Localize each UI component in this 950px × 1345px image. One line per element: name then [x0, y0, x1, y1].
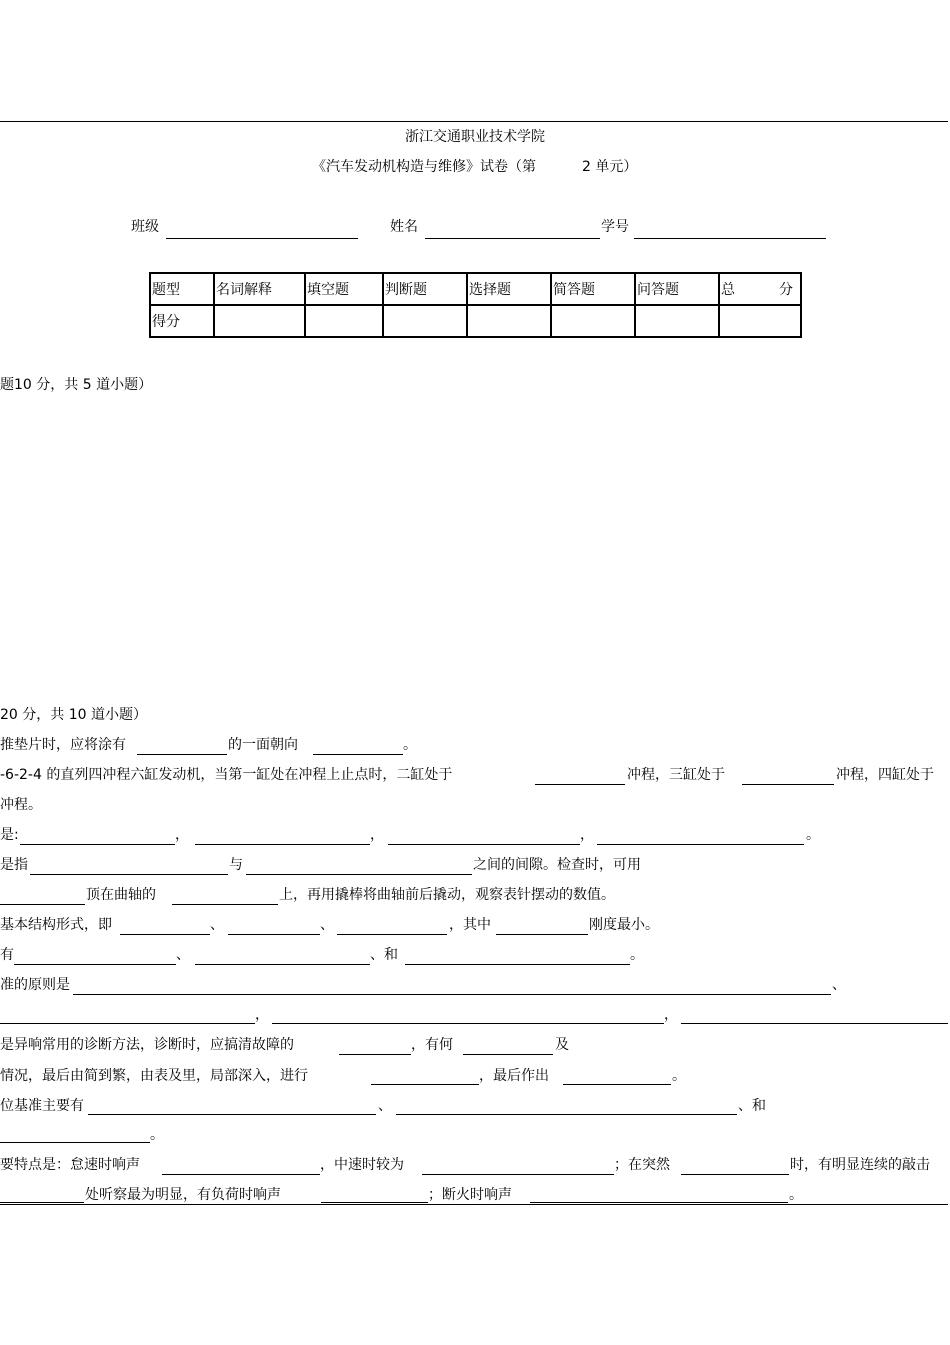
q5-blank-2[interactable] — [228, 934, 320, 935]
score-cell[interactable] — [467, 305, 551, 337]
q5-sep-1: 、 — [210, 917, 224, 933]
q10-text-e: 处听察最为明显，有负荷时响声 — [85, 1187, 281, 1203]
q10-text-a: 要特点是：怠速时响声 — [0, 1157, 140, 1173]
q10-text-d: 时，有明显连续的敲击 — [790, 1157, 930, 1173]
q7-text-a: 准的原则是 — [0, 977, 70, 993]
q9-blank-1[interactable] — [88, 1114, 376, 1115]
q8-blank-4[interactable] — [563, 1084, 671, 1085]
q2-text-b: 冲程，三缸处于 — [627, 767, 725, 783]
q2-text-a: -6-2-4 的直列四冲程六缸发动机，当第一缸处在冲程上止点时，二缸处于 — [0, 767, 453, 783]
q9-text-b: 、和 — [738, 1098, 766, 1114]
q4-blank-2[interactable] — [246, 874, 472, 875]
q9-sep-1: 、 — [378, 1098, 392, 1114]
score-row-label: 得分 — [150, 305, 214, 337]
q3-sep-2: ， — [370, 827, 384, 843]
q2-blank-2[interactable] — [742, 784, 834, 785]
q4-text-e: 上，再用撬棒将曲轴前后撬动，观察表针摆动的数值。 — [279, 887, 615, 903]
q10-blank-6[interactable] — [530, 1202, 788, 1203]
q8-blank-2[interactable] — [463, 1054, 553, 1055]
q1-blank-2[interactable] — [313, 754, 403, 755]
exam-title-text: 《汽车发动机构造与维修》试卷（第 — [312, 159, 536, 175]
q5-blank-4[interactable] — [496, 934, 588, 935]
total-label-left: 总 — [721, 282, 735, 298]
q9-blank-2[interactable] — [396, 1114, 737, 1115]
q7-sep-2: ， — [255, 1007, 269, 1023]
score-cell[interactable] — [551, 305, 635, 337]
score-cell[interactable] — [635, 305, 719, 337]
q8-text-f: 。 — [672, 1068, 686, 1084]
q6-text-a: 有 — [0, 947, 14, 963]
q6-blank-1[interactable] — [14, 964, 176, 965]
header-cell: 选择题 — [467, 273, 551, 305]
q9-text-c: 。 — [150, 1127, 164, 1143]
score-cell[interactable] — [383, 305, 467, 337]
q7-sep-1: 、 — [832, 977, 846, 993]
q3-sep-1: ， — [175, 827, 189, 843]
q7-blank-4[interactable] — [681, 1023, 948, 1024]
header-cell: 题型 — [150, 273, 214, 305]
q5-text-b: ，其中 — [449, 917, 491, 933]
q2-blank-1[interactable] — [535, 784, 625, 785]
q6-blank-2[interactable] — [195, 964, 370, 965]
q7-blank-1[interactable] — [73, 994, 831, 995]
q10-blank-5[interactable] — [321, 1202, 428, 1203]
q1-text-b: 的一面朝向 — [228, 737, 298, 753]
q3-blank-1[interactable] — [20, 844, 175, 845]
q8-blank-3[interactable] — [371, 1084, 479, 1085]
score-table — [149, 272, 802, 338]
header-cell: 问答题 — [635, 273, 719, 305]
score-table-header-row — [150, 273, 801, 305]
q3-end: 。 — [806, 827, 820, 843]
q8-text-a: 是异响常用的诊断方法，诊断时，应搞清故障的 — [0, 1037, 294, 1053]
q6-text-b: 、和 — [370, 947, 398, 963]
q6-text-c: 。 — [630, 947, 644, 963]
q6-sep-1: 、 — [176, 947, 190, 963]
bottom-rule — [0, 1204, 948, 1205]
q8-text-d: 情况，最后由简到繁，由表及里，局部深入，进行 — [0, 1068, 308, 1084]
class-label: 班级 — [131, 219, 159, 235]
section2-heading: 20 分，共 10 道小题） — [0, 707, 147, 723]
q6-blank-3[interactable] — [405, 964, 630, 965]
q8-text-b: ，有何 — [411, 1037, 453, 1053]
header-cell-total — [719, 273, 801, 305]
id-label: 学号 — [601, 219, 629, 235]
q5-text-c: 刚度最小。 — [589, 917, 659, 933]
q2-text-c: 冲程，四缸处于 — [836, 767, 934, 783]
class-field[interactable] — [166, 238, 358, 239]
q4-blank-1[interactable] — [30, 874, 228, 875]
school-name: 浙江交通职业技术学院 — [405, 129, 545, 145]
q4-blank-3[interactable] — [0, 904, 85, 905]
q8-text-e: ，最后作出 — [479, 1068, 549, 1084]
q4-text-a: 是指 — [0, 857, 28, 873]
score-table-score-row — [150, 305, 801, 337]
q10-text-g: 。 — [789, 1187, 803, 1203]
q3-blank-2[interactable] — [195, 844, 370, 845]
q3-text-a: 是: — [0, 827, 19, 843]
score-cell[interactable] — [214, 305, 305, 337]
q4-text-b: 与 — [229, 857, 243, 873]
q5-blank-3[interactable] — [337, 934, 447, 935]
exam-unit: 2 单元） — [582, 159, 638, 175]
q10-text-c: ；在突然 — [614, 1157, 670, 1173]
q1-text-c: 。 — [403, 737, 417, 753]
q10-blank-3[interactable] — [681, 1174, 789, 1175]
q10-text-b: ，中速时较为 — [320, 1157, 404, 1173]
q9-blank-3[interactable] — [0, 1142, 150, 1143]
header-cell: 名词解释 — [214, 273, 305, 305]
header-cell: 判断题 — [383, 273, 467, 305]
q5-text-a: 基本结构形式，即 — [0, 917, 112, 933]
header-cell: 简答题 — [551, 273, 635, 305]
name-label: 姓名 — [390, 219, 418, 235]
q7-blank-2[interactable] — [0, 1023, 255, 1024]
header-cell: 填空题 — [305, 273, 383, 305]
q10-blank-4[interactable] — [0, 1202, 84, 1203]
exam-title — [312, 158, 637, 176]
q9-text-a: 位基准主要有 — [0, 1098, 84, 1114]
q4-text-d: 顶在曲轴的 — [86, 887, 156, 903]
q10-text-f: ；断火时响声 — [428, 1187, 512, 1203]
total-label-right: 分 — [779, 282, 793, 298]
q10-blank-2[interactable] — [422, 1174, 614, 1175]
q10-blank-1[interactable] — [162, 1174, 320, 1175]
q7-sep-3: ， — [664, 1007, 678, 1023]
q5-sep-2: 、 — [320, 917, 334, 933]
q3-blank-3[interactable] — [388, 844, 580, 845]
q3-blank-4[interactable] — [597, 844, 804, 845]
q5-blank-1[interactable] — [120, 934, 210, 935]
q8-blank-1[interactable] — [339, 1054, 411, 1055]
score-cell[interactable] — [719, 305, 801, 337]
name-field[interactable] — [425, 238, 600, 239]
top-rule — [0, 121, 948, 122]
id-field[interactable] — [634, 238, 826, 239]
q3-sep-3: ， — [580, 827, 594, 843]
q1-blank-1[interactable] — [137, 754, 227, 755]
section1-heading: 题10 分，共 5 道小题） — [0, 377, 153, 393]
q4-text-c: 之间的间隙。检查时，可用 — [473, 857, 641, 873]
q1-text-a: 推垫片时，应将涂有 — [0, 737, 126, 753]
score-cell[interactable] — [305, 305, 383, 337]
q7-blank-3[interactable] — [272, 1023, 664, 1024]
q8-text-c: 及 — [555, 1037, 569, 1053]
q4-blank-4[interactable] — [172, 904, 278, 905]
q2-text-d: 冲程。 — [0, 797, 42, 813]
